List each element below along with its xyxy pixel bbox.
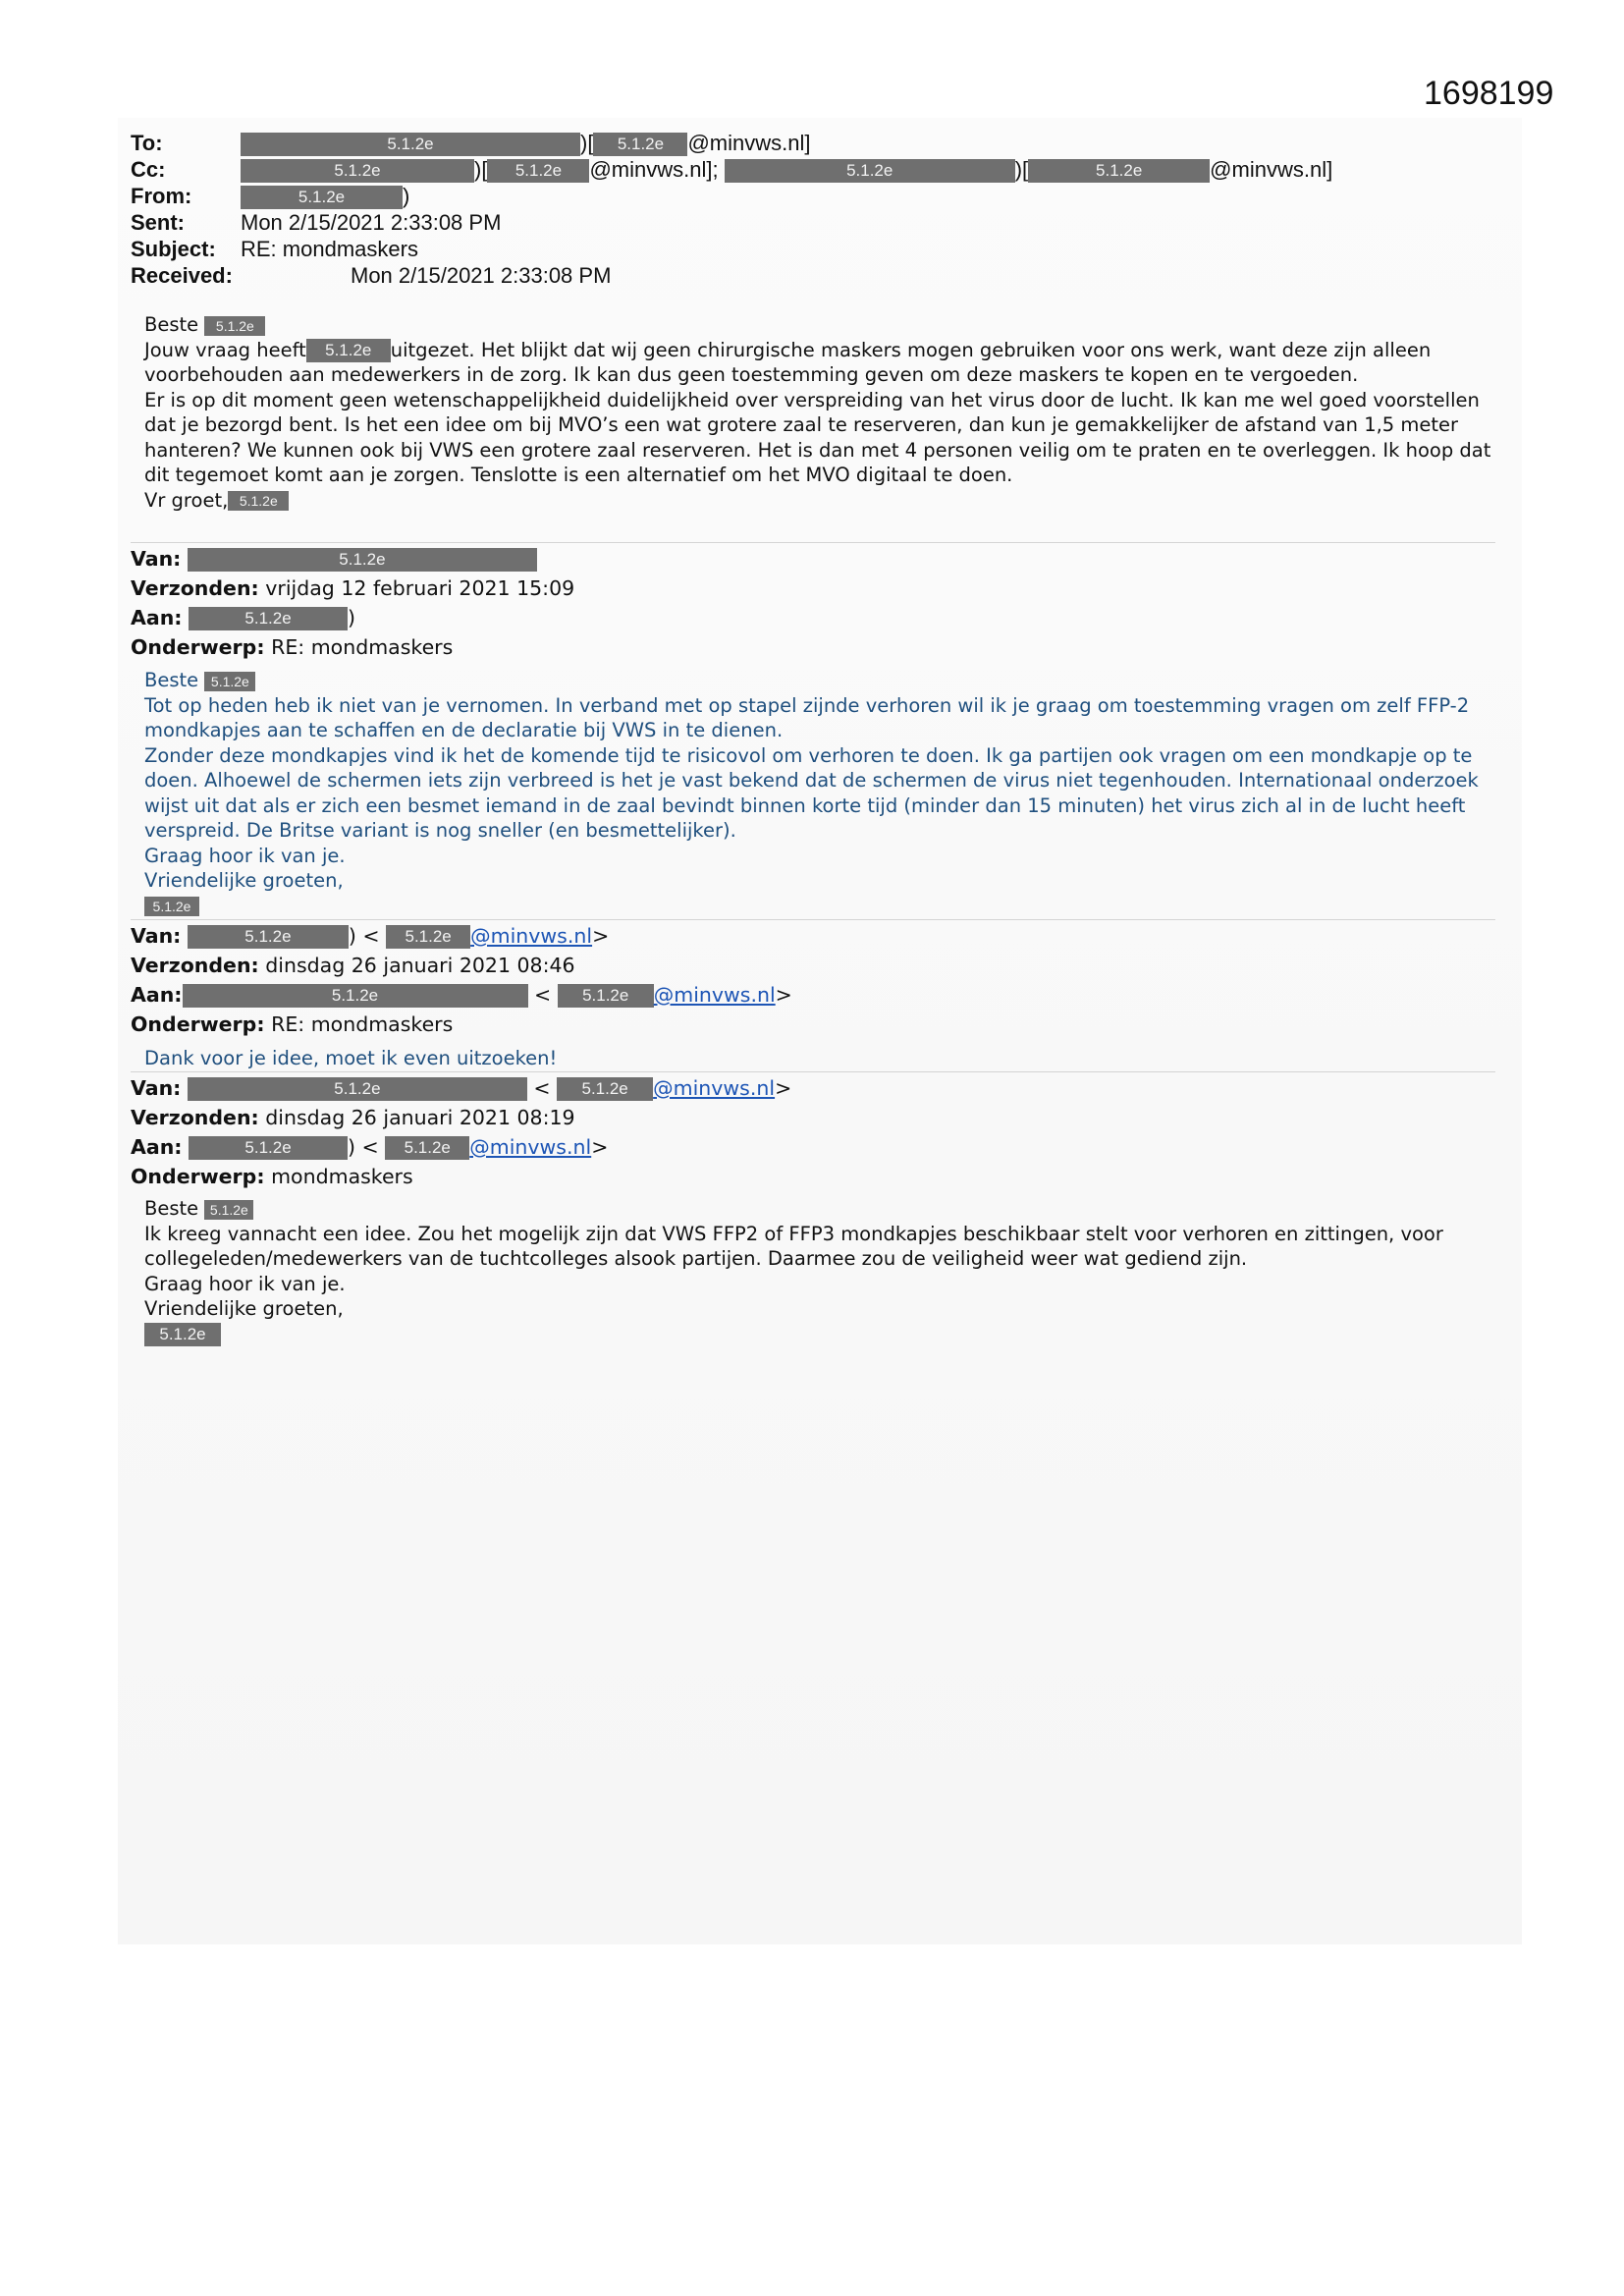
cc-domain-1: @minvws.nl]; [589,157,719,182]
aan-label: Aan: [131,1135,183,1159]
redaction-box: 5.1.2e [144,1323,221,1346]
redaction-box: 5.1.2e [204,316,265,336]
to-row: To: 5.1.2e )[ 5.1.2e @minvws.nl] [131,131,811,155]
body-paragraph: Er is op dit moment geen wetenschappelijkheid duidelijkheid over verspreiding van het virus door de lucht. Ik kan me wel goed voorstellen dat je bezorgd bent. Is het een idee om bij MVO’s een wat grotere zaal te reserveren, dan kun je gemakkelijker de afstand van 1,5 meter hanteren? We kunnen ook bij VWS een grotere zaal reserveren. Het is dan met 4 personen veilig om te praten en te overleggen. Ik hoop dat dit tegemoet komt aan je zorgen. Tenslotte is een alternatief om het MVO digitaal te doen. [144,388,1491,486]
redaction-box: 5.1.2e [557,1077,653,1101]
redaction-box: 5.1.2e [386,925,470,949]
subject-label: Subject: [131,237,216,261]
redaction-box: 5.1.2e [385,1136,469,1160]
van-label: Van: [131,547,182,571]
greeting: Beste [144,313,199,336]
separator-line [131,542,1495,543]
redaction-box: 5.1.2e [725,159,1015,183]
redaction-box: 5.1.2e [241,133,580,156]
onderwerp-label: Onderwerp: [131,1012,265,1036]
message-3-header: Van: 5.1.2e ) < 5.1.2e @minvws.nl> Verzonden: dinsdag 26 januari 2021 08:46 Aan: 5.1.2e < 5.1.2e @minvws.nl> Onderwerp: RE: mondmaskers [131,924,792,1036]
closing: Vriendelijke groeten, [144,1297,344,1320]
onderwerp-value: mondmaskers [271,1165,413,1188]
body-text: Jouw vraag heeft [144,338,306,361]
sent-row [131,209,1332,236]
received-label: Received: [131,263,233,288]
onderwerp-value: RE: mondmaskers [271,1012,454,1036]
body-paragraph: Ik kreeg vannacht een idee. Zou het mogelijk zijn dat VWS FFP2 of FFP3 mondkapjes beschikbaar stelt voor verhoren en zittingen, voor collegeleden/medewerkers van de tuchtcolleges alsook partijen. Daarmee zou de veiligheid weer wat gediend zijn. [144,1222,1443,1270]
email-link[interactable]: @minvws.nl [653,983,776,1007]
from-label: From: [131,184,192,208]
sent-value: Mon 2/15/2021 2:33:08 PM [241,210,502,235]
body-paragraph: Graag hoor ik van je. [144,1272,346,1295]
verzonden-value: vrijdag 12 februari 2021 15:09 [265,576,575,600]
redaction-box: 5.1.2e [204,1200,253,1220]
message-4-body [144,1196,1499,1346]
from-row: From: 5.1.2e ) [131,184,410,208]
subject-value: RE: mondmaskers [241,237,418,261]
message-1-body [144,312,1499,513]
message-3-body [144,1046,1499,1071]
body-paragraph: Zonder deze mondkapjes vind ik het de komende tijd te risicovol om verhoren te doen. Ik ga partijen ook vragen om een mondkapje op te doen. Alhoewel de schermen iets zijn verbreed is het je vast bekend dat de schermen de virus niet tegenhouden. Internationaal onderzoek wijst uit dat als er zich een besmet iemand in de zaal bevindt binnen korte tijd (minder dan 15 minuten) het virus zich al in de lucht heeft verspreid. De Britse variant is nog sneller (en besmettelijker). [144,743,1479,842]
redaction-box: 5.1.2e [306,339,391,362]
onderwerp-value: RE: mondmaskers [271,635,454,659]
separator-line [131,919,1495,920]
redaction-box: 5.1.2e [189,1136,348,1160]
to-label: To: [131,131,163,155]
message-2-body [144,668,1499,918]
redaction-box: 5.1.2e [189,607,348,630]
email-link[interactable]: @minvws.nl [470,924,593,948]
verzonden-value: dinsdag 26 januari 2021 08:46 [265,954,575,977]
greeting: Beste [144,1197,199,1220]
cc-row: Cc: 5.1.2e )[ 5.1.2e @minvws.nl]; 5.1.2e )[ 5.1.2e @minvws.nl] [131,157,1333,182]
message-2-header: Van: 5.1.2e Verzonden: vrijdag 12 februari 2021 15:09 Aan: 5.1.2e ) Onderwerp: RE: mondmaskers [131,547,575,659]
email-link[interactable]: @minvws.nl [469,1135,592,1159]
aan-label: Aan: [131,606,183,629]
subject-row [131,236,1332,262]
verzonden-label: Verzonden: [131,1106,259,1129]
greeting: Beste [144,669,199,691]
redaction-box: 5.1.2e [1028,159,1210,183]
aan-label: Aan: [131,983,183,1007]
redaction-box: 5.1.2e [204,672,255,691]
received-value: Mon 2/15/2021 2:33:08 PM [351,263,612,288]
message-4-header: Van: 5.1.2e < 5.1.2e @minvws.nl> Verzonden: dinsdag 26 januari 2021 08:19 Aan: 5.1.2e ) < 5.1.2e @minvws.nl> Onderwerp: mondmaskers [131,1076,792,1188]
redaction-box: 5.1.2e [558,984,654,1008]
email-link[interactable]: @minvws.nl [653,1076,776,1100]
body-paragraph: Graag hoor ik van je. [144,844,346,867]
van-label: Van: [131,1076,182,1100]
redaction-box: 5.1.2e [593,133,687,156]
redaction-box: 5.1.2e [188,925,349,949]
onderwerp-label: Onderwerp: [131,635,265,659]
document-number: 1698199 [1424,75,1554,112]
body-paragraph: Dank voor je idee, moet ik even uitzoeken! [144,1047,558,1069]
body-paragraph: Tot op heden heb ik niet van je vernomen. In verband met op stapel zijnde verhoren wil ik je graag om toestemming vragen om zelf FFP-2 mondkapjes aan te schaffen en de declaratie bij VWS in te dienen. [144,693,1470,741]
cc-label: Cc: [131,157,166,182]
email-header [131,130,1332,289]
closing: Vr groet, [144,488,229,512]
van-label: Van: [131,924,182,948]
verzonden-label: Verzonden: [131,576,259,600]
to-domain: @minvws.nl] [687,131,811,155]
redaction-box: 5.1.2e [183,984,528,1008]
redaction-box: 5.1.2e [228,491,289,511]
body-text: uitgezet. Het blijkt dat wij geen chirurgische maskers mogen gebruiken voor ons werk, want deze zijn alleen voorbehouden aan medewerkers in de zorg. Ik kan dus geen toestemming geven om deze maskers te kopen en te vergoeden. [144,338,1432,386]
verzonden-label: Verzonden: [131,954,259,977]
separator-line [131,1071,1495,1072]
redaction-box: 5.1.2e [144,897,199,916]
redaction-box: 5.1.2e [188,1077,527,1101]
received-row [131,262,1332,289]
onderwerp-label: Onderwerp: [131,1165,265,1188]
redaction-box: 5.1.2e [241,159,474,183]
cc-domain-2: @minvws.nl] [1210,157,1333,182]
redaction-box: 5.1.2e [241,186,403,209]
sent-label: Sent: [131,210,185,235]
verzonden-value: dinsdag 26 januari 2021 08:19 [265,1106,575,1129]
redaction-box: 5.1.2e [487,159,589,183]
redaction-box: 5.1.2e [188,548,537,572]
closing: Vriendelijke groeten, [144,869,344,892]
